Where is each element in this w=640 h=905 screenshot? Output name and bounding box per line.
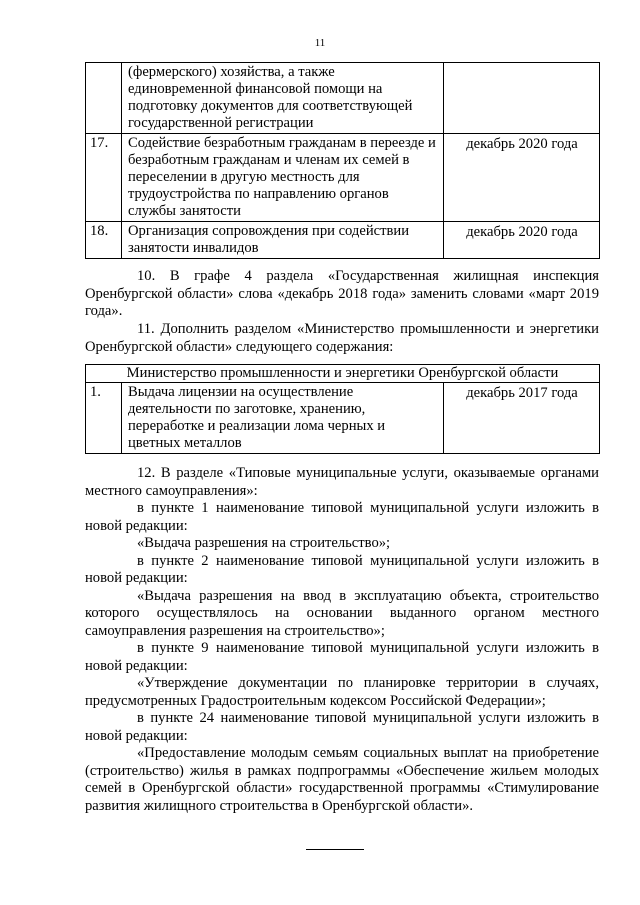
paragraph-11-block — [85, 321, 599, 356]
paragraph: «Предоставление молодым семьям социальных выплат на приобретение (строительство) жилья в рамках подпрограммы «Обеспечение жильем молодых семей в Оренбургской области» государственной программы «Стимулирование развития жилищного строительства в Оренбургской области». — [85, 745, 599, 814]
paragraph-10: 10. В графе 4 раздела «Государственная жилищная инспекция Оренбургской области» слова «декабрь 2018 года» заменить словами «март 2019 года». — [85, 268, 599, 319]
row-number: 18. — [86, 222, 122, 259]
row-number: 17. — [86, 134, 122, 222]
row-text: (фермерского) хозяйства, а также единовременной финансовой помощи на подготовку документов для соответствующей государственной регистрации — [122, 63, 444, 134]
table-header-row — [86, 365, 600, 383]
row-date — [444, 63, 600, 134]
paragraph: «Выдача разрешения на строительство»; — [137, 535, 391, 551]
amendments-block — [85, 465, 599, 815]
row-text: Содействие безработным гражданам в переезде и безработным гражданам и членам их семей в переселении в другую местность для трудоустройства по направлению органов службы занятости — [122, 134, 444, 222]
row-number: 1. — [86, 383, 122, 454]
paragraph: в пункте 9 наименование типовой муниципальной услуги изложить в новой редакции: — [85, 640, 599, 674]
paragraph: в пункте 24 наименование типовой муниципальной услуги изложить в новой редакции: — [85, 710, 599, 744]
page-number: 11 — [314, 37, 326, 49]
paragraph: в пункте 2 наименование типовой муниципальной услуги изложить в новой редакции: — [85, 552, 599, 586]
paragraph: «Утверждение документации по планировке территории в случаях, предусмотренных Градостроительным кодексом Российской Федерации»; — [85, 675, 599, 709]
section-header: Министерство промышленности и энергетики Оренбургской области — [86, 365, 600, 383]
table-row — [86, 222, 600, 259]
paragraph: 12. В разделе «Типовые муниципальные услуги, оказываемые органами местного самоуправления»: — [85, 465, 599, 499]
paragraph-10-block — [85, 268, 599, 321]
row-text: Выдача лицензии на осуществление деятельности по заготовке, хранению, переработке и реализации лома черных и цветных металлов — [122, 383, 444, 454]
closing-rule — [306, 849, 364, 850]
table-row — [86, 383, 600, 454]
paragraph: «Выдача разрешения на ввод в эксплуатацию объекта, строительство которого осуществлялось на основании выданного органом местного самоуправления разрешения на строительство»; — [85, 587, 599, 639]
ministry-table — [85, 364, 600, 454]
row-date: декабрь 2020 года — [444, 134, 600, 222]
table-row — [86, 63, 600, 134]
paragraph-11: 11. Дополнить разделом «Министерство промышленности и энергетики Оренбургской области» следующего содержания: — [85, 321, 599, 355]
row-text: Организация сопровождения при содействии занятости инвалидов — [122, 222, 444, 259]
table-row — [86, 134, 600, 222]
paragraph: в пункте 1 наименование типовой муниципальной услуги изложить в новой редакции: — [85, 500, 599, 534]
measures-table-continued — [85, 62, 600, 259]
row-date: декабрь 2020 года — [444, 222, 600, 259]
row-date: декабрь 2017 года — [444, 383, 600, 454]
row-number — [86, 63, 122, 134]
